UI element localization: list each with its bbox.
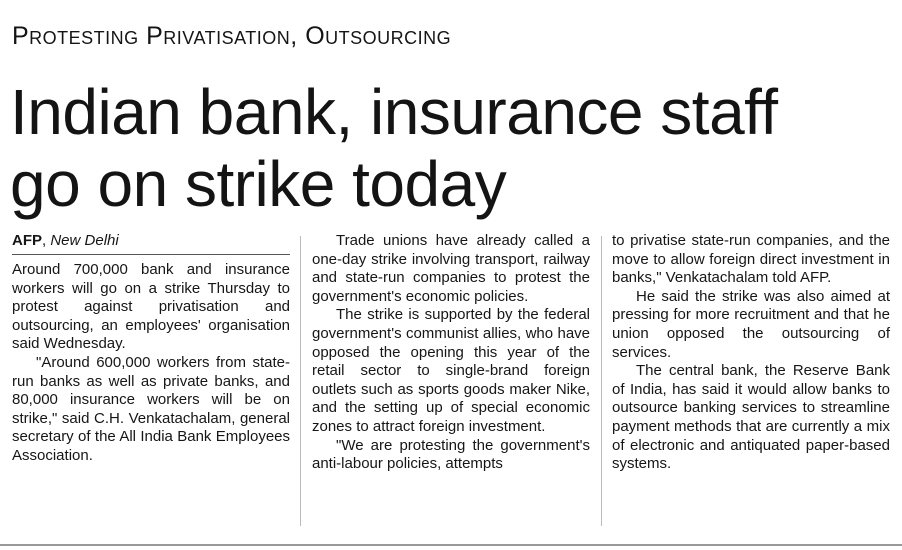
bottom-rule <box>0 544 902 546</box>
headline-line-1: Indian bank, insurance staff <box>10 76 778 148</box>
headline <box>10 76 778 220</box>
paragraph: He said the strike was also aimed at pressing for more recruitment and that he union opposed the outsourcing of services. <box>612 287 890 361</box>
article-column-3 <box>612 232 890 474</box>
kicker-heading: Protesting Privatisation, Outsourcing <box>12 22 452 50</box>
column-divider <box>300 236 301 526</box>
article-column-1 <box>12 232 290 466</box>
paragraph: "Around 600,000 workers from state-run banks as well as private banks, and 80,000 insurance workers will be on strike," said C.H. Venkatachalam, general secretary of the All India Bank Employees Association. <box>12 353 290 464</box>
column-divider <box>601 236 602 526</box>
article-column-2 <box>312 232 590 474</box>
byline-city: New Delhi <box>50 232 119 249</box>
byline: AFP, New Delhi <box>12 232 290 255</box>
paragraph: The central bank, the Reserve Bank of India, has said it would allow banks to outsource banking services to streamline payment methods that are currently a mix of electronic and antiquated paper-based systems. <box>612 362 890 473</box>
byline-agency: AFP <box>12 232 42 249</box>
paragraph: The strike is supported by the federal government's communist allies, who have opposed the opening this year of the retail sector to single-brand foreign outlets such as sports goods maker Nike, and the setting up of special economic zones to attract foreign investment. <box>312 306 590 435</box>
headline-line-2: go on strike today <box>10 148 507 220</box>
paragraph: Around 700,000 bank and insurance workers will go on a strike Thursday to protest against privatisation and outsourcing, an employees' organisation said Wednesday. <box>12 261 290 353</box>
paragraph: to privatise state-run companies, and the move to allow foreign direct investment in banks," Venkatachalam told AFP. <box>612 232 890 287</box>
paragraph: "We are protesting the government's anti-labour policies, attempts <box>312 436 590 473</box>
paragraph: Trade unions have already called a one-day strike involving transport, railway and state-run companies to protest the government's economic policies. <box>312 232 590 305</box>
